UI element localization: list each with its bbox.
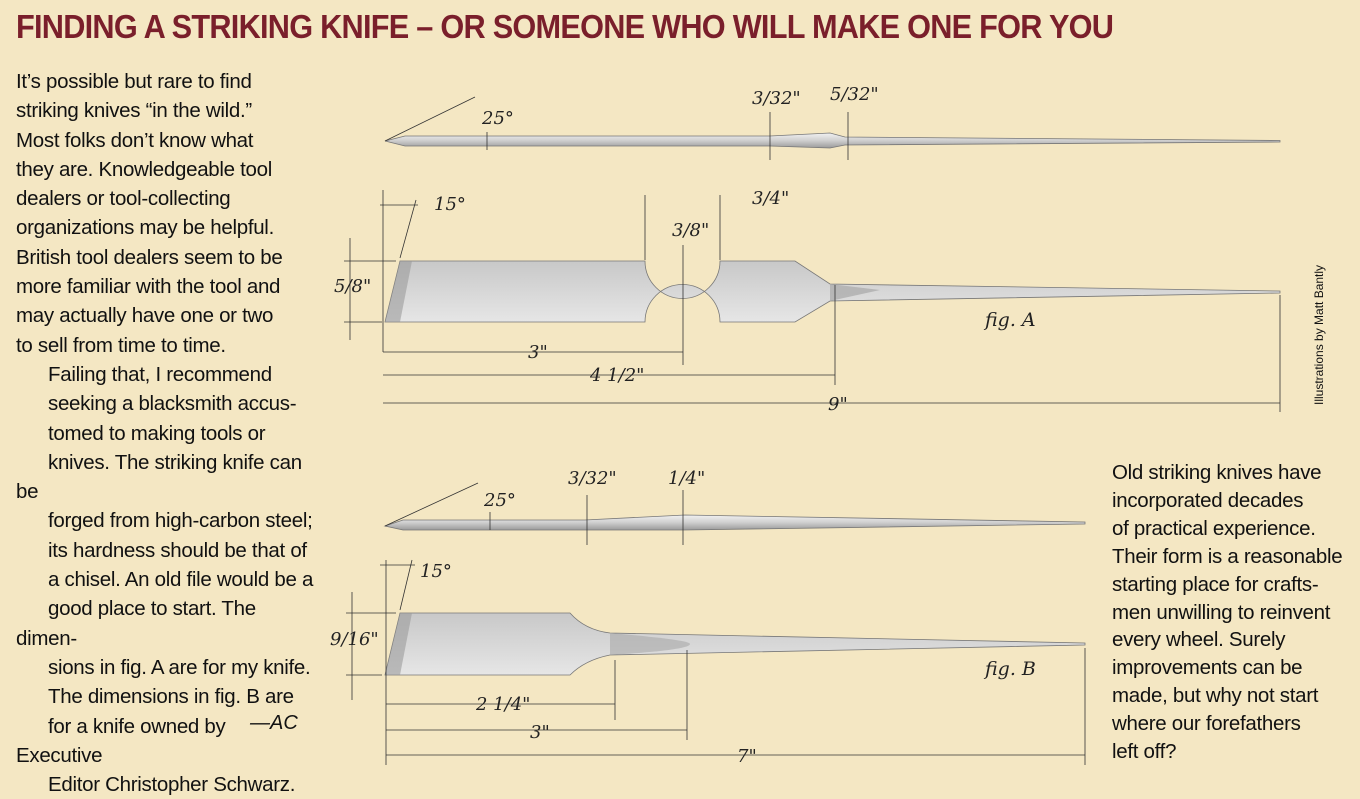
fig-b-face-view — [330, 560, 1085, 767]
illustration-credit: Illustrations by Matt Bantly — [1312, 264, 1326, 405]
paragraph-2-line: knives. The striking knife can be — [16, 450, 302, 504]
paragraph-1-line: It’s possible but rare to find — [16, 70, 252, 93]
author-initials: —AC — [250, 712, 298, 734]
fig-a-face-view — [334, 188, 1280, 415]
fig-a-bevel-angle: 25° — [482, 108, 514, 129]
page-title: FINDING A STRIKING KNIFE – OR SOMEONE WHO WILL MAKE ONE FOR YOU — [16, 8, 1114, 45]
paragraph-2-line: The dimensions in fig. B are — [48, 685, 294, 709]
fig-a-neck-thickness: 5/32" — [830, 84, 879, 105]
fig-b-bevel-angle: 25° — [484, 490, 516, 511]
sidebar-line: men unwilling to reinvent — [1112, 600, 1331, 624]
paragraph-2-line: tomed to making tools or — [48, 421, 266, 445]
sidebar-line: of practical experience. — [1112, 516, 1316, 540]
fig-a-notch-width: 3/4" — [752, 188, 790, 209]
fig-b-len-neck: 3" — [530, 722, 550, 743]
paragraph-2-line: Failing that, I recommend — [48, 362, 272, 386]
fig-b-side-angle: 15° — [420, 561, 452, 582]
sidebar-line: incorporated decades — [1112, 488, 1304, 512]
paragraph-1-line: to sell from time to time. — [16, 333, 226, 357]
paragraph-1-line: may actually have one or two — [16, 304, 274, 328]
sidebar-line: made, but why not start — [1112, 684, 1319, 708]
fig-a-side-angle: 15° — [434, 194, 466, 215]
paragraph-1-line: organizations may be helpful. — [16, 216, 274, 240]
paragraph-1-line: Most folks don’t know what — [16, 128, 254, 152]
paragraph-2-line: for a knife owned by Executive — [16, 714, 226, 767]
sidebar-line: Old striking knives have — [1112, 461, 1322, 484]
fig-a-edge-view — [385, 84, 1280, 160]
paragraph-2-line: Editor Christopher Schwarz. — [48, 773, 296, 797]
sidebar-line: starting place for crafts- — [1112, 572, 1319, 596]
fig-b-neck-thickness: 1/4" — [668, 468, 706, 489]
sidebar-line: every wheel. Surely — [1112, 628, 1286, 652]
sidebar-line: Their form is a reasonable — [1112, 544, 1343, 568]
paragraph-2-line: seeking a blacksmith accus- — [48, 392, 297, 416]
paragraph-2-line: good place to start. The dimen- — [16, 597, 256, 650]
paragraph-1-line: they are. Knowledgeable tool — [16, 157, 273, 181]
fig-b-len-total: 7" — [737, 746, 757, 767]
paragraph-1-line: dealers or tool-collecting — [16, 187, 231, 211]
paragraph-2-line: forged from high-carbon steel; — [48, 509, 313, 533]
fig-b-label: fig. B — [985, 658, 1036, 680]
fig-a-edge-thickness: 3/32" — [752, 88, 801, 109]
paragraph-1-line: more familiar with the tool and — [16, 275, 281, 299]
paragraph-1-line: striking knives “in the wild.” — [16, 99, 252, 123]
fig-a-label: fig. A — [985, 309, 1036, 331]
fig-b-width: 9/16" — [330, 629, 379, 650]
paragraph-2-line: a chisel. An old file would be a — [48, 568, 314, 592]
sidebar-line: where our forefathers — [1112, 712, 1301, 736]
fig-a-width: 5/8" — [334, 276, 372, 297]
sidebar-line: left off? — [1112, 740, 1177, 764]
paragraph-2-line: sions in fig. A are for my knife. — [48, 655, 311, 679]
paragraph-2-line: its hardness should be that of — [48, 538, 307, 562]
sidebar-line: improvements can be — [1112, 656, 1303, 680]
fig-a-len-notch: 3" — [528, 342, 548, 363]
fig-b-edge-thickness: 3/32" — [568, 468, 617, 489]
fig-a-notch-depth: 3/8" — [672, 220, 710, 241]
fig-a-len-total: 9" — [828, 394, 848, 415]
fig-a-len-neck: 4 1/2" — [590, 365, 645, 386]
fig-b-len-shoulder: 2 1/4" — [476, 694, 531, 715]
fig-b-edge-view — [385, 468, 1085, 545]
paragraph-1-line: British tool dealers seem to be — [16, 245, 283, 269]
